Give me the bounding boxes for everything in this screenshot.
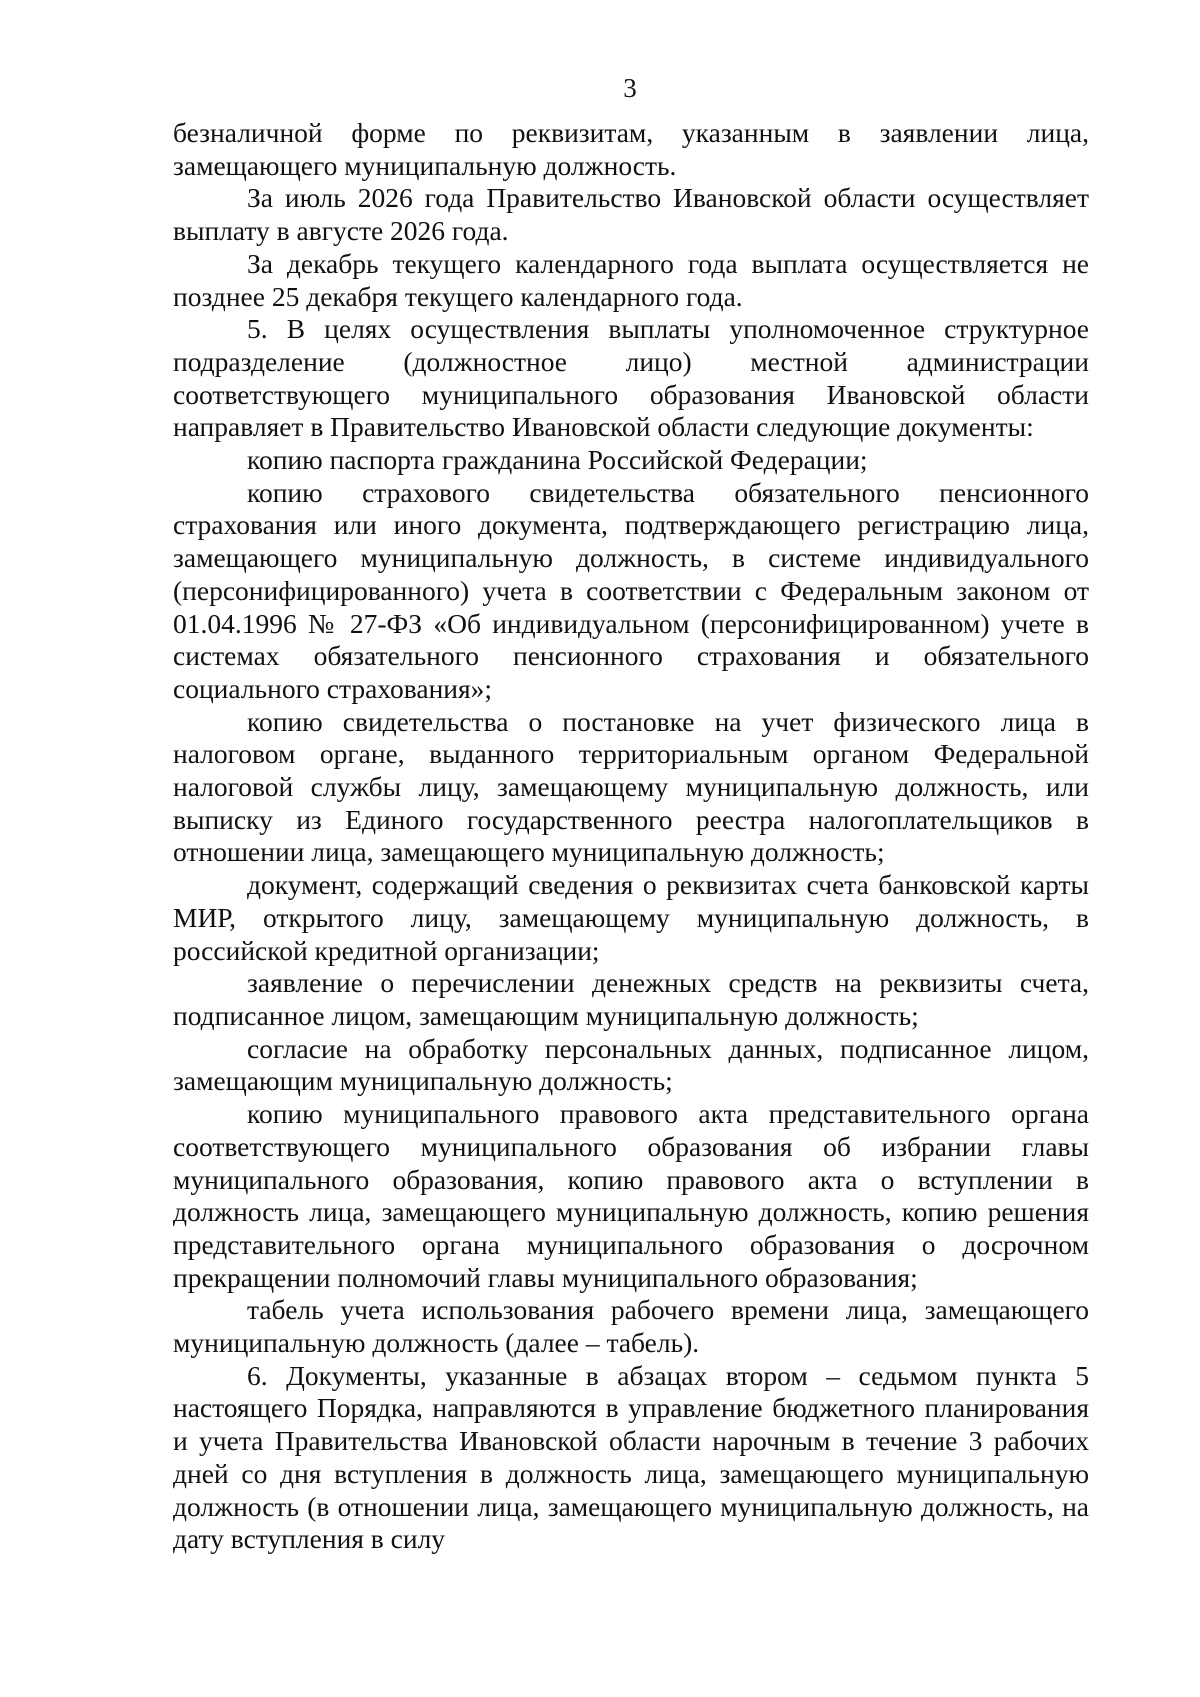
paragraph-8: документ, содержащий сведения о реквизитах счета банковской карты МИР, открытого лицу, замещающему муниципальную должность, в российской кредитной организации; bbox=[173, 869, 1089, 966]
paragraph-13: 6. Документы, указанные в абзацах втором – седьмом пункта 5 настоящего Порядка, направляются в управление бюджетного планирования и учета Правительства Ивановской области нарочным в течение 3 рабочих дней со дня вступления в должность лица, замещающего муниципальную должность (в отношении лица, замещающего муниципальную должность, на дату вступления в силу bbox=[173, 1359, 1089, 1555]
paragraph-3: За декабрь текущего календарного года выплата осуществляется не позднее 25 декабря текущего календарного года. bbox=[173, 247, 1089, 312]
paragraph-11: копию муниципального правового акта представительного органа соответствующего муниципального образования об избрании главы муниципального образования, копию правового акта о вступлении в должность лица, замещающего муниципальную должность, копию решения представительного органа муниципального образования о досрочном прекращении полномочий главы муниципального образования; bbox=[173, 1098, 1089, 1293]
paragraph-9: заявление о перечислении денежных средств на реквизиты счета, подписанное лицом, замещающим муниципальную должность; bbox=[173, 967, 1089, 1031]
paragraph-7: копию свидетельства о постановке на учет физического лица в налоговом органе, выданного территориальным органом Федеральной налоговой службы лицу, замещающему муниципальную должность, или выписку из Единого государственного реестра налогоплательщиков в отношении лица, замещающего муниципальную должность; bbox=[173, 705, 1089, 868]
paragraph-4: 5. В целях осуществления выплаты уполномоченное структурное подразделение (должностное лицо) местной администрации соответствующего муниципального образования Ивановской области направляет в Правительство Ивановской области следующие документы: bbox=[173, 313, 1089, 443]
paragraph-1: безналичной форме по реквизитам, указанным в заявлении лица, замещающего муниципальную должность. bbox=[173, 117, 1089, 181]
page-number: 3 bbox=[623, 73, 637, 103]
paragraph-5: копию паспорта гражданина Российской Федерации; bbox=[247, 444, 868, 476]
document-body bbox=[173, 117, 1089, 1556]
paragraph-12: табель учета использования рабочего времени лица, замещающего муниципальную должность (далее – табель). bbox=[173, 1294, 1089, 1359]
paragraph-2: За июль 2026 года Правительство Ивановской области осуществляет выплату в августе 2026 года. bbox=[173, 182, 1089, 247]
paragraph-6: копию страхового свидетельства обязательного пенсионного страхования или иного документа, подтверждающего регистрацию лица, замещающего муниципальную должность, в системе индивидуального (персонифицированного) учета в соответствии с Федеральным законом от 01.04.1996 № 27-ФЗ «Об индивидуальном (персонифицированном) учете в системах обязательного пенсионного страхования и обязательного социального страхования»; bbox=[173, 476, 1089, 704]
paragraph-10: согласие на обработку персональных данных, подписанное лицом, замещающим муниципальную должность; bbox=[173, 1032, 1089, 1097]
